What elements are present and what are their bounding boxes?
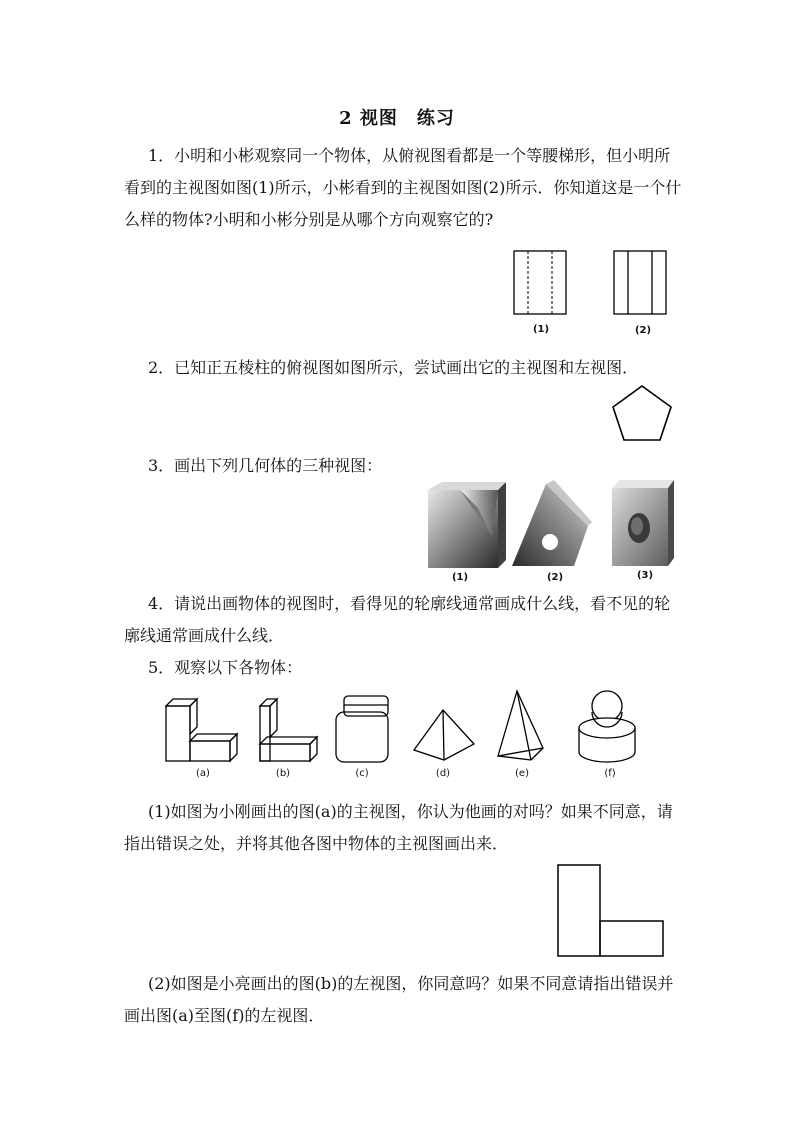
page-title: 2 视图 练习 — [339, 108, 455, 129]
q1-line-2: 看到的主视图如图(1)所示，小彬看到的主视图如图(2)所示．你知道这是一个什 — [124, 178, 682, 197]
q5-sub1-line-1: (1)如图为小刚画出的图(a)的主视图，你认为他画的对吗？如果不同意，请 — [148, 802, 673, 821]
object-f-label: (f) — [604, 768, 616, 779]
object-b-label: (b) — [275, 768, 291, 779]
object-f-sphere-on-cylinder — [579, 691, 635, 762]
q5-text: 5．观察以下各物体： — [148, 658, 303, 677]
q3-solid-3-label: (3) — [636, 570, 654, 581]
q4-line-2: 廓线通常画成什么线． — [124, 626, 285, 645]
object-d-label: (d) — [435, 768, 451, 779]
q1-line-1: 1．小明和小彬观察同一个物体，从俯视图看都是一个等腰梯形，但小明所 — [148, 146, 671, 165]
object-c-label: (c) — [355, 768, 369, 779]
q3-solid-2-label: (2) — [546, 572, 564, 583]
q5-sub1-line-2: 指出错误之处，并将其他各图中物体的主视图画出来． — [124, 834, 509, 853]
q5-sub2-line-2: 画出图(a)至图(f)的左视图． — [124, 1006, 325, 1025]
object-a-l-block — [166, 699, 237, 761]
q1-figure-1-label: (1) — [532, 324, 550, 335]
q1-figure-2-solid-rect — [614, 251, 666, 314]
q5-sub2-line-1: (2)如图是小亮画出的图(b)的左视图，你同意吗？如果不同意请指出错误并 — [148, 974, 674, 993]
solid-2-triangle-with-hole — [512, 480, 592, 566]
q5-front-view-drawing — [555, 862, 670, 959]
q1-line-3: 么样的物体?小明和小彬分别是从哪个方向观察它的? — [124, 210, 494, 229]
solid-3-block-with-hole — [612, 480, 674, 566]
q1-front-views-figure — [510, 248, 680, 323]
object-c-jar — [336, 696, 388, 762]
pentagon-top-view — [610, 382, 676, 444]
q3-solids-figure — [424, 476, 674, 570]
object-a-label: (a) — [196, 768, 210, 779]
object-e-tetrahedron — [498, 691, 543, 760]
q1-figure-1-dashed-rect — [514, 251, 566, 314]
object-e-label: (e) — [515, 768, 529, 779]
object-b-l-block — [260, 699, 317, 761]
object-d-pyramid — [414, 710, 474, 760]
q3-solid-1-label: (1) — [451, 572, 469, 583]
q1-figure-2-label: (2) — [634, 325, 652, 336]
q4-line-1: 4．请说出画物体的视图时，看得见的轮廓线通常画成什么线，看不见的轮 — [148, 594, 671, 613]
solid-1-cut-cube — [428, 482, 506, 568]
q2-text: 2．已知正五棱柱的俯视图如图所示，尝试画出它的主视图和左视图． — [148, 358, 639, 377]
q5-objects-figure — [160, 686, 680, 766]
q3-text: 3．画出下列几何体的三种视图： — [148, 456, 383, 475]
